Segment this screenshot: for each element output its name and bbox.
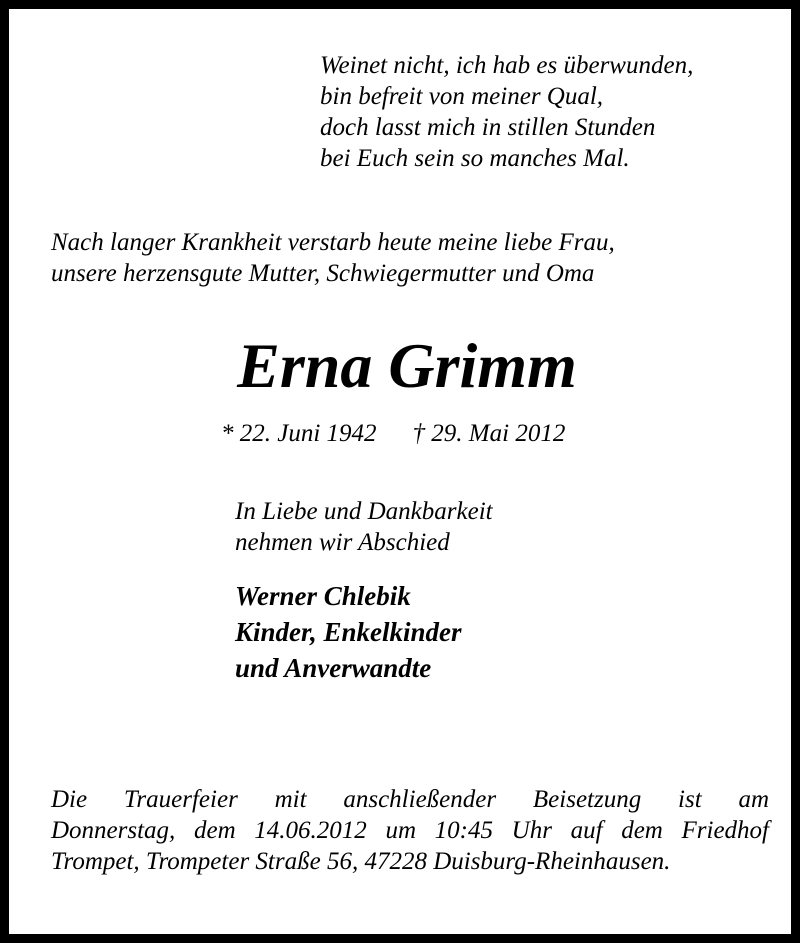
service-line: Die Trauerfeier mit anschließender Beisetzung ist am bbox=[51, 786, 769, 813]
farewell-text bbox=[235, 496, 493, 558]
poem-line: bei Euch sein so manches Mal. bbox=[320, 145, 630, 172]
funeral-service-info bbox=[51, 784, 769, 877]
intro-line: Nach langer Krankheit verstarb heute meine liebe Frau, bbox=[51, 229, 615, 256]
farewell-line: In Liebe und Dankbarkeit bbox=[235, 498, 493, 525]
mourner-line: Werner Chlebik bbox=[235, 581, 411, 611]
service-line: Trompet, Trompeter Straße 56, 47228 Duisburg-Rheinhausen. bbox=[51, 848, 671, 875]
mourner-line: und Anverwandte bbox=[235, 653, 432, 683]
farewell-line: nehmen wir Abschied bbox=[235, 529, 450, 556]
birth-date: * 22. Juni 1942 bbox=[221, 420, 377, 447]
service-line: Donnerstag, dem 14.06.2012 um 10:45 Uhr auf dem Friedhof bbox=[51, 817, 769, 844]
mourner-line: Kinder, Enkelkinder bbox=[235, 617, 462, 647]
poem-line: Weinet nicht, ich hab es überwunden, bbox=[320, 52, 694, 79]
mourners-list bbox=[235, 578, 462, 686]
deceased-name: Erna Grimm bbox=[237, 330, 577, 401]
death-announcement-text bbox=[51, 227, 615, 289]
poem-line: bin befreit von meiner Qual, bbox=[320, 83, 604, 110]
poem-verse bbox=[320, 50, 693, 174]
life-dates bbox=[221, 418, 565, 449]
poem-line: doch lasst mich in stillen Stunden bbox=[320, 114, 656, 141]
intro-line: unsere herzensgute Mutter, Schwiegermutter und Oma bbox=[51, 260, 595, 287]
death-date: † 29. Mai 2012 bbox=[412, 420, 566, 447]
